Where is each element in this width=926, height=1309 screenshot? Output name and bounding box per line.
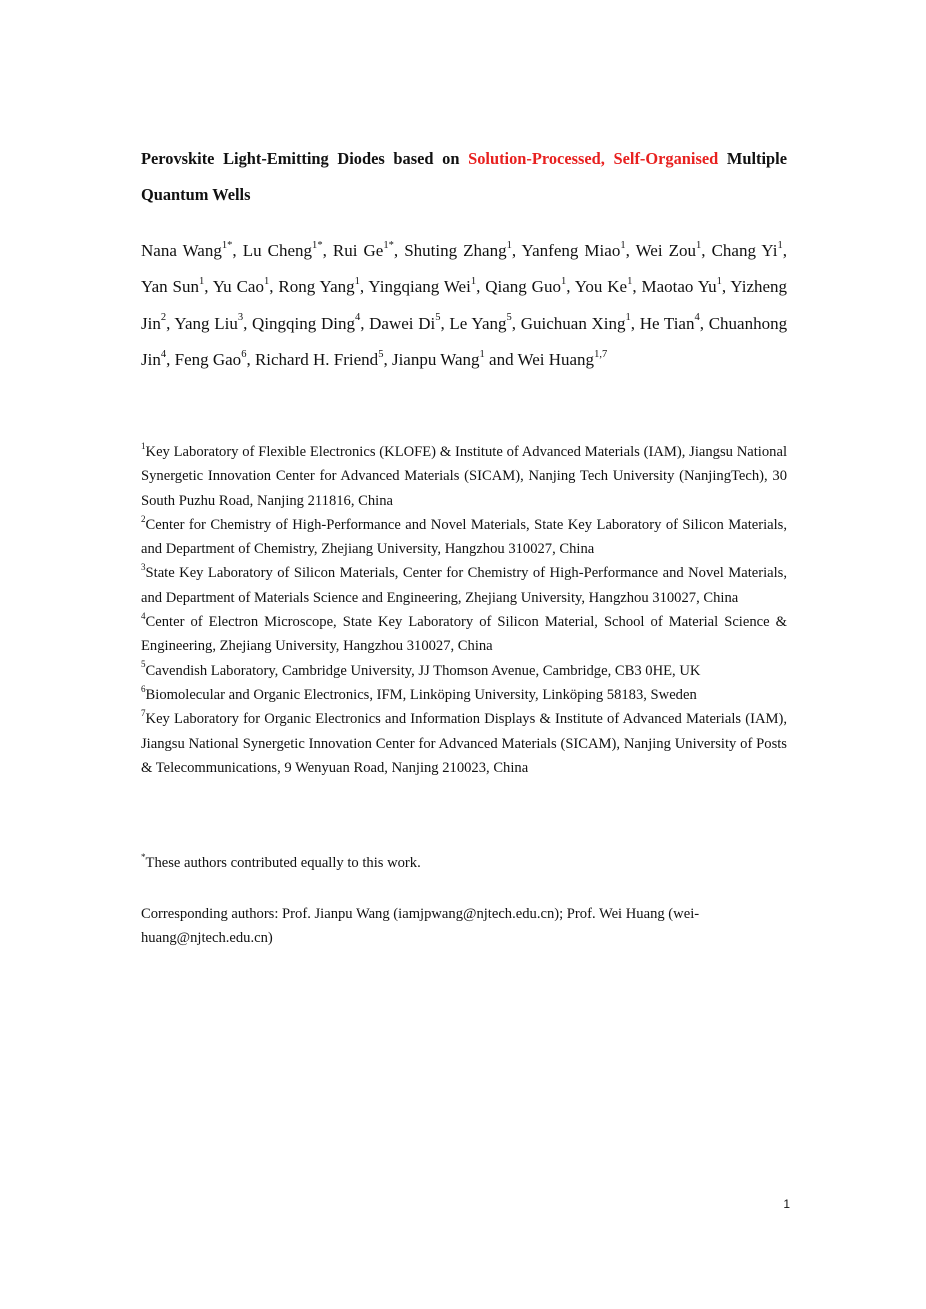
affiliation-text: Key Laboratory for Organic Electronics and Information Displays & Institute of Advanced Materials (IAM), Jiangsu National Synergetic Innovation Center for Advanced Materials (SICAM), Nanjing University of Posts & Telecommunications, 9 Wenyuan Road, Nanjing 210023, China [141, 711, 787, 776]
author-name: Yizheng Jin [141, 277, 788, 333]
author-name: Qiang Guo [485, 277, 561, 297]
page-number: 1 [783, 1197, 790, 1211]
affiliation-text: State Key Laboratory of Silicon Materials, Center for Chemistry of High-Performance and Novel Materials, and Department of Materials Science and Engineering, Zhejiang University, Hangzhou 310027, China [141, 565, 787, 606]
author-name: Lu Cheng [242, 241, 313, 260]
author-affiliation-mark: 3 [237, 312, 244, 324]
equal-contribution-note [141, 851, 787, 875]
author-affiliation-mark: 4 [160, 348, 167, 360]
author-name: Yan Sun [141, 277, 199, 297]
affiliation-number: 5 [141, 659, 146, 670]
author-name: Jianpu Wang [391, 349, 480, 369]
author-name: Yingqiang Wei [368, 277, 471, 297]
affiliation-number: 6 [141, 683, 146, 694]
affiliation-number: 1 [141, 440, 146, 451]
author-affiliation-mark: 1 [716, 276, 722, 288]
affiliation-item [141, 707, 787, 780]
paper-title [141, 141, 787, 213]
author-name: Chuanhong Jin [141, 313, 788, 369]
affiliation-item [141, 610, 787, 659]
author-affiliation-mark: 4 [694, 312, 700, 324]
affiliation-item [141, 513, 787, 562]
author-affiliation-mark: 1 [625, 312, 631, 324]
author-affiliation-mark: 1 [560, 276, 567, 288]
affiliation-text: Cavendish Laboratory, Cambridge University, JJ Thomson Avenue, Cambridge, CB3 0HE, UK [145, 662, 701, 679]
author-name: Qingqing Ding [252, 313, 355, 333]
author-name: Richard H. Friend [254, 349, 379, 369]
author-name: Wei Huang [517, 349, 595, 369]
affiliation-list [141, 440, 787, 780]
author-name: Yu Cao [212, 277, 264, 297]
author-affiliation-mark: 1 [479, 348, 485, 360]
author-list: Nana Wang$^{1*}$, Lu Cheng$^{1*}$, Rui $Ge^{1*}$, Shuting Zhang$^1$, Yanfeng Miao$^1$, Wei Zou$^1$, Chang Yi$^1$, Yan Sun$^1$, Yu Cao$^1$, Rong Yang$^1$, Yingqiang Wei$^1$, Qiang Guo$^1$, You Ke$^1$, Maotao Yu$^1$, Yizheng Jin$^2$, Yang Liu$^3$, Qingqing Ding$^4$, Dawei Di$^5$, Le Yang$^5$, Guichuan Xing$^1$, He Tian$^4$, Chuanhong Jin$^4$, Feng Gao$^6$, Richard H. Friend$^5$, Jianpu Wang$^1$ and Wei Huang$^{1,7}$ [141, 239, 788, 369]
author-affiliation-mark: 1 [263, 276, 270, 288]
author-affiliation-mark: 1 [354, 276, 360, 288]
affiliation-number: 4 [141, 610, 146, 621]
title-text-part1: Perovskite Light-Emitting Diodes based on [141, 149, 469, 168]
affiliation-item [141, 683, 787, 707]
author-affiliation-mark: 1* [221, 239, 233, 251]
author-name: Yang Liu [174, 313, 238, 333]
author-affiliation-mark: 5 [378, 348, 384, 360]
author-name: Dawei Di [369, 313, 436, 333]
affiliation-number: 2 [141, 513, 146, 524]
affiliation-text: Biomolecular and Organic Electronics, IFM, Linköping University, Linköping 58183, Sweden [145, 686, 697, 703]
affiliation-item [141, 659, 787, 683]
author-affiliation-mark: 4 [354, 312, 361, 324]
author-name: Le Yang [449, 313, 507, 333]
author-affiliation-mark: 1 [627, 276, 633, 288]
author-affiliation-mark: 1 [198, 276, 205, 288]
author-affiliation-mark: 1 [470, 276, 477, 288]
author-name: Feng Gao [174, 349, 242, 369]
author-name: Nana Wang [141, 241, 222, 260]
affiliation-item [141, 561, 787, 610]
title-text-part2: Multiple Quantum Wells [141, 149, 787, 204]
author-name: Shuting Zhang [404, 241, 507, 260]
author-affiliation-mark: 1,7 [594, 348, 608, 360]
author-affiliation-mark: 1 [620, 239, 626, 251]
author-affiliation-mark: 5 [506, 312, 512, 324]
affiliation-text: Center of Electron Microscope, State Key Laboratory of Silicon Material, School of Material Science & Engineering, Zhejiang University, Hangzhou 310027, China [141, 614, 787, 655]
author-name: You Ke [574, 277, 628, 297]
author-name: Maotao Yu [641, 277, 717, 297]
author-name: Rui Ge [332, 241, 384, 260]
author-affiliation-mark: 5 [435, 312, 441, 324]
author-affiliation-mark: 1 [696, 239, 702, 251]
affiliation-item [141, 440, 787, 513]
affiliation-number: 7 [141, 708, 146, 719]
author-name: Guichuan Xing [520, 313, 626, 333]
author-name: Yanfeng Miao [521, 241, 621, 260]
author-name: Wei Zou [635, 241, 697, 260]
author-affiliation-mark: 1* [383, 239, 394, 251]
author-name: He Tian [639, 313, 695, 333]
author-affiliation-mark: 2 [160, 312, 167, 324]
author-affiliation-mark: 1 [777, 239, 783, 251]
author-affiliation-mark: 6 [241, 348, 247, 360]
author-name: Rong Yang [278, 277, 355, 297]
author-name: Chang Yi [711, 241, 778, 260]
author-affiliation-mark: 1 [506, 239, 512, 251]
equal-contribution-text: These authors contributed equally to this work. [145, 855, 421, 871]
author-affiliation-mark: 1* [312, 239, 323, 251]
corresponding-authors: Corresponding authors: Prof. Jianpu Wang (iamjpwang@njtech.edu.cn); Prof. Wei Huang (wei-huang@njtech.edu.cn) [141, 906, 700, 947]
affiliation-number: 3 [141, 562, 146, 573]
affiliation-text: Key Laboratory of Flexible Electronics (KLOFE) & Institute of Advanced Materials (IAM), Jiangsu National Synergetic Innovation Center for Advanced Materials (SICAM), Nanjing Tech University (NanjingTech), 30 South Puzhu Road, Nanjing 211816, China [141, 444, 787, 509]
title-highlight: Solution-Processed, Self-Organised [468, 149, 719, 168]
affiliation-text: Center for Chemistry of High-Performance and Novel Materials, State Key Laboratory of Silicon Materials, and Department of Chemistry, Zhejiang University, Hangzhou 310027, China [141, 516, 787, 558]
equal-contribution-mark: * [141, 851, 146, 862]
